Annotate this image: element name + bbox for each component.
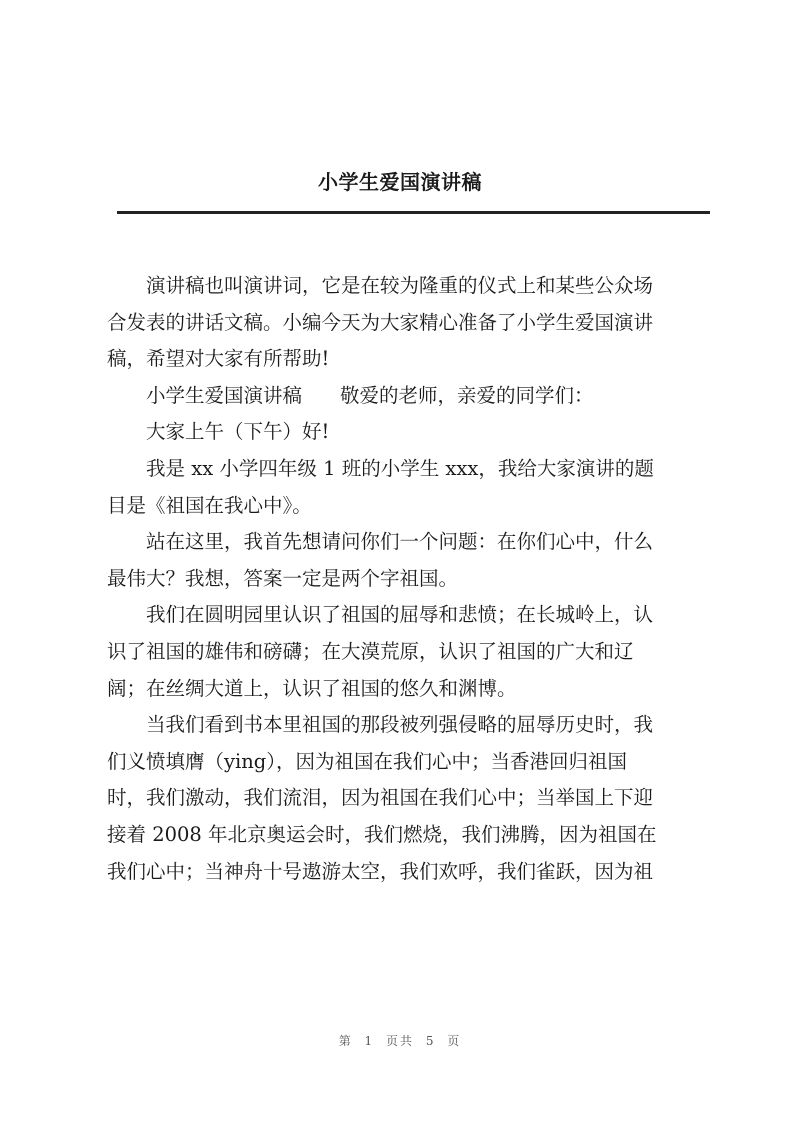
- text-line: 合发表的讲话文稿。小编今天为大家精心准备了小学生爱国演讲: [107, 310, 654, 334]
- text-line: 我们心中；当神舟十号遨游太空，我们欢呼，我们雀跃，因为祖: [107, 859, 654, 883]
- text-line: 大家上午（下午）好!: [146, 420, 330, 444]
- text-line: 最伟大？我想，答案一定是两个字祖国。: [107, 566, 459, 590]
- paragraph-intro: [107, 268, 707, 378]
- text-line: 们义愤填膺（ying），因为祖国在我们心中；当香港回归祖国: [107, 749, 628, 773]
- text-line: 时，我们激动，我们流泪，因为祖国在我们心中；当举国上下迎: [107, 786, 654, 810]
- text-line: 稿，希望对大家有所帮助!: [107, 347, 330, 371]
- paragraph-greeting-heading: [107, 378, 707, 415]
- text-line: 目是《祖国在我心中》。: [107, 493, 312, 517]
- title-divider: [117, 211, 710, 214]
- page-footer: 第 1 页共 5 页: [338, 1034, 462, 1048]
- document-title: 小学生爱国演讲稿: [318, 170, 482, 194]
- text-line: 站在这里，我首先想请问你们一个问题：在你们心中，什么: [146, 530, 654, 554]
- document-body: [107, 268, 707, 890]
- paragraph-self-intro: [107, 451, 707, 524]
- salutation: 敬爱的老师，亲爱的同学们：: [340, 383, 594, 407]
- text-line: 阔；在丝绸大道上，认识了祖国的悠久和渊博。: [107, 676, 517, 700]
- text-line: 我是 xx 小学四年级 1 班的小学生 xxx，我给大家演讲的题: [146, 456, 654, 480]
- text-line: 接着 2008 年北京奥运会时，我们燃烧，我们沸腾，因为祖国在: [107, 822, 657, 846]
- speech-title-inline: 小学生爱国演讲稿: [146, 383, 303, 407]
- paragraph-history: [107, 597, 707, 707]
- text-line: 识了祖国的雄伟和磅礴；在大漠荒原，认识了祖国的广大和辽: [107, 639, 634, 663]
- paragraph-question: [107, 524, 707, 597]
- text-line: 演讲稿也叫演讲词，它是在较为隆重的仪式上和某些公众场: [146, 274, 654, 297]
- text-line: 当我们看到书本里祖国的那段被列强侵略的屈辱历史时，我: [146, 713, 654, 737]
- paragraph-greeting: [107, 414, 707, 451]
- text-line: 我们在圆明园里认识了祖国的屈辱和悲愤；在长城岭上，认: [146, 603, 654, 627]
- text-line: [107, 378, 707, 415]
- paragraph-emotion: [107, 707, 707, 890]
